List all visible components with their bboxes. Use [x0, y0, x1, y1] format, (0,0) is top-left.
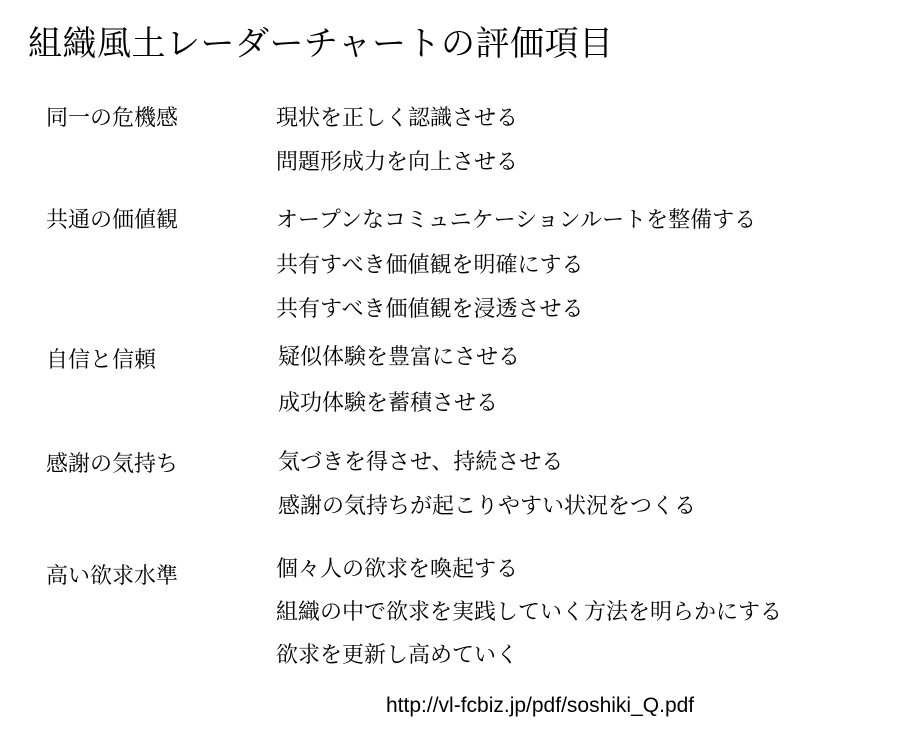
category-confidence-trust: 自信と信頼: [46, 348, 157, 373]
source-url: http://vl-fcbiz.jp/pdf/soshiki_Q.pdf: [386, 694, 695, 717]
list-item: 現状を正しく認識させる: [276, 106, 519, 131]
list-item: オープンなコミュニケーションルートを整備する: [276, 208, 757, 233]
list-item: 成功体験を蓄積させる: [278, 391, 499, 416]
list-item: 共有すべき価値観を浸透させる: [276, 297, 584, 322]
list-item: 気づきを得させ、持続させる: [278, 450, 564, 475]
list-item: 欲求を更新し高めていく: [276, 643, 519, 668]
list-item: 共有すべき価値観を明確にする: [276, 253, 584, 278]
list-item: 疑似体験を豊富にさせる: [278, 345, 521, 370]
category-gratitude: 感謝の気持ち: [46, 452, 179, 477]
list-item: 個々人の欲求を喚起する: [276, 557, 519, 582]
page-title: 組織風土レーダーチャートの評価項目: [28, 24, 614, 64]
category-high-aspiration: 高い欲求水準: [46, 564, 179, 589]
list-item: 組織の中で欲求を実践していく方法を明らかにする: [276, 600, 783, 625]
list-item: 感謝の気持ちが起こりやすい状況をつくる: [278, 494, 697, 519]
category-shared-values: 共通の価値観: [46, 208, 179, 233]
category-shared-crisis: 同一の危機感: [46, 106, 179, 131]
list-item: 問題形成力を向上させる: [276, 150, 519, 175]
